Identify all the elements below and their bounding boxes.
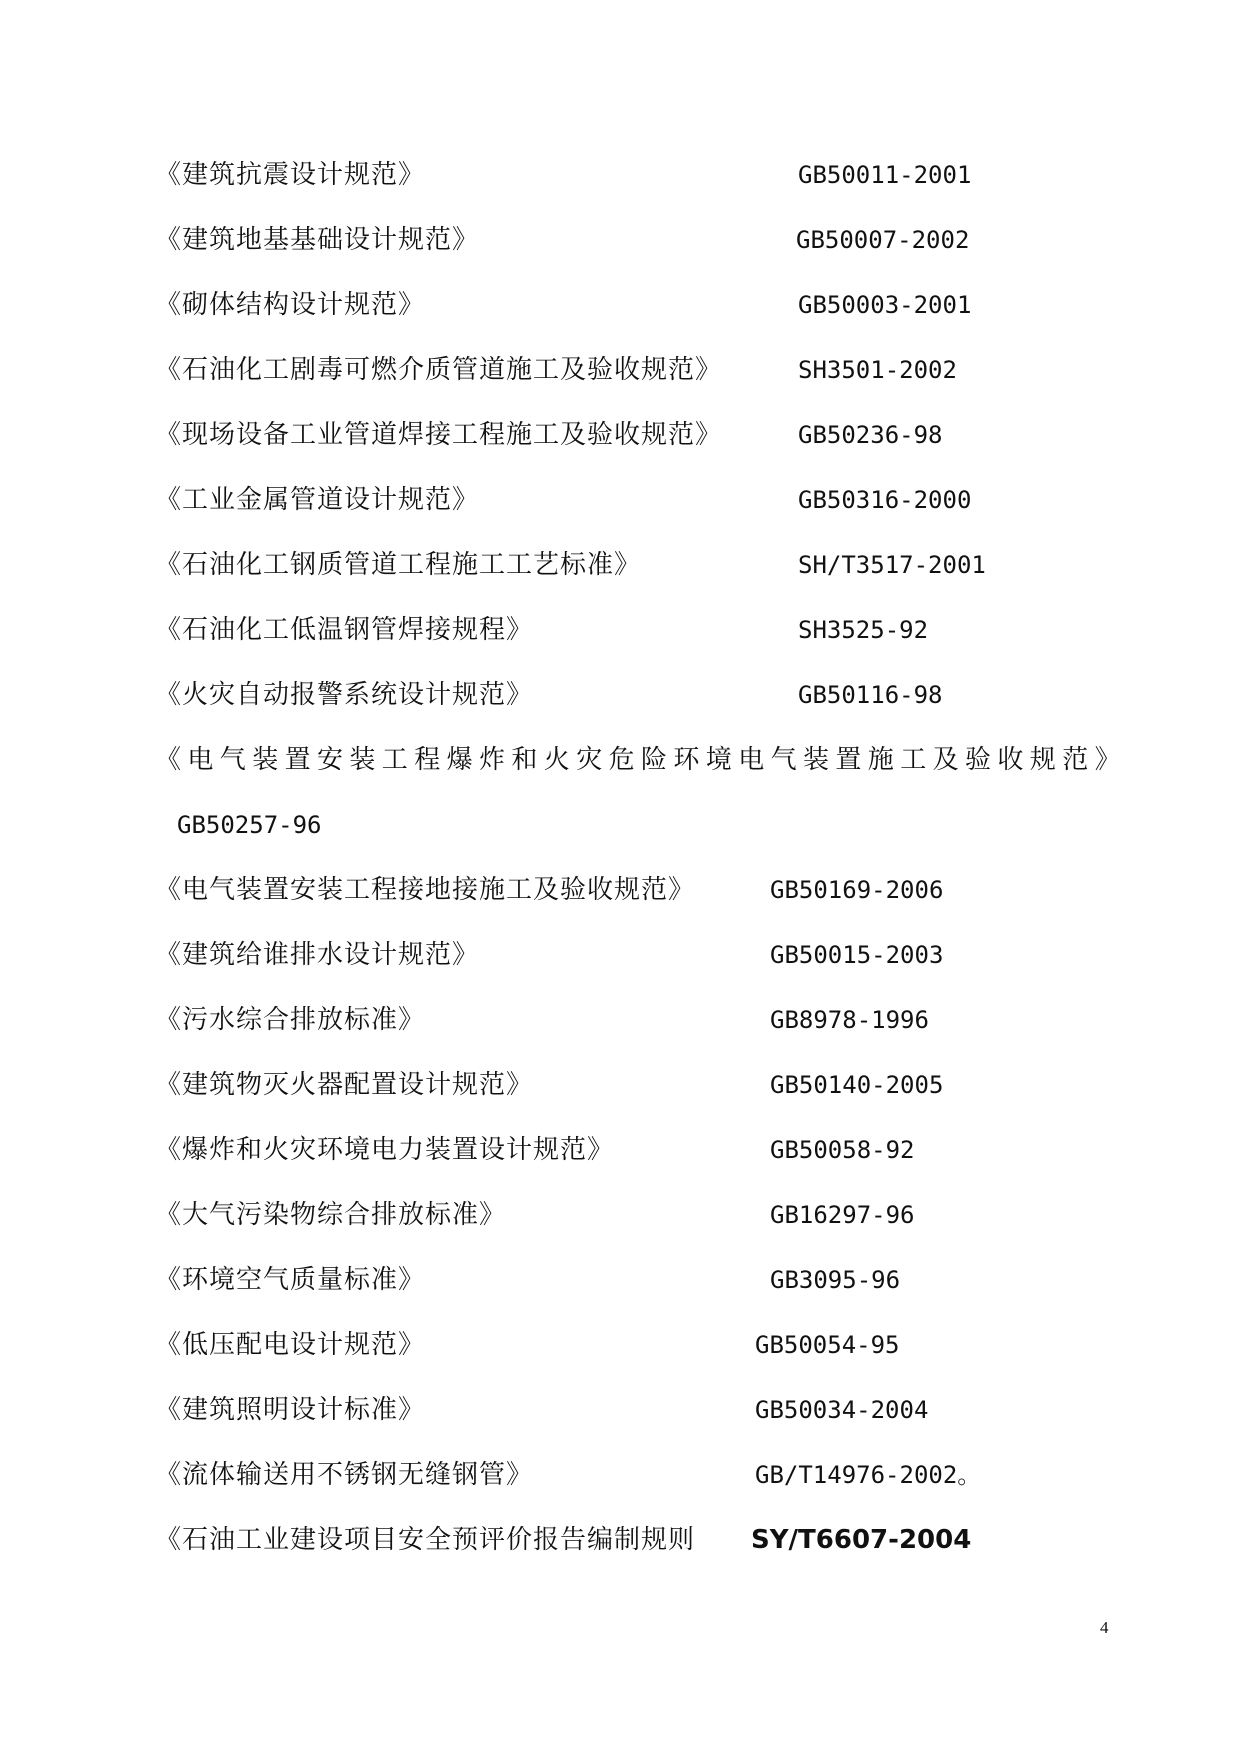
standard-title: 《现场设备工业管道焊接工程施工及验收规范》 — [155, 420, 723, 450]
standard-code: GB50316-2000 — [798, 486, 972, 514]
standard-code: GB50015-2003 — [770, 941, 944, 969]
standard-title: 《砌体结构设计规范》 — [155, 290, 426, 320]
standard-code: GB/T14976-2002。 — [755, 1461, 982, 1489]
standard-title: 《工业金属管道设计规范》 — [155, 485, 480, 515]
standard-code: GB50236-98 — [798, 421, 943, 449]
standard-code: GB50034-2004 — [755, 1396, 929, 1424]
standard-title: 《爆炸和火灾环境电力装置设计规范》 — [155, 1135, 615, 1165]
standard-code: SH3525-92 — [798, 616, 929, 644]
standard-code: SY/T6607-2004 — [751, 1525, 972, 1555]
standard-code: GB16297-96 — [770, 1201, 915, 1229]
standard-code: GB50116-98 — [798, 681, 943, 709]
standard-title: 《低压配电设计规范》 — [155, 1330, 426, 1360]
standard-code: GB50257-96 — [177, 811, 322, 839]
standard-code: SH3501-2002 — [798, 356, 957, 384]
standard-title: 《建筑照明设计标准》 — [155, 1395, 426, 1425]
standard-title: 《火灾自动报警系统设计规范》 — [155, 680, 534, 710]
standard-title: 《石油工业建设项目安全预评价报告编制规则 — [155, 1525, 696, 1555]
standard-title: 《石油化工低温钢管焊接规程》 — [155, 615, 534, 645]
standard-title: 《建筑给谁排水设计规范》 — [155, 940, 480, 970]
standard-title: 《电气装置安装工程接地接施工及验收规范》 — [155, 875, 696, 905]
standard-title: 《大气污染物综合排放标准》 — [155, 1200, 507, 1230]
standard-title: 《石油化工剧毒可燃介质管道施工及验收规范》 — [155, 355, 723, 385]
standard-code: GB50140-2005 — [770, 1071, 944, 1099]
standard-code: GB50169-2006 — [770, 876, 944, 904]
standard-title: 《环境空气质量标准》 — [155, 1265, 426, 1295]
standard-code: GB8978-1996 — [770, 1006, 929, 1034]
standard-code: GB50007-2002 — [796, 226, 970, 254]
standard-code: GB50054-95 — [755, 1331, 900, 1359]
standard-code: SH/T3517-2001 — [798, 551, 986, 579]
standard-title: 《建筑抗震设计规范》 — [155, 160, 426, 190]
standard-title: 《流体输送用不锈钢无缝钢管》 — [155, 1460, 534, 1490]
standard-title: 《石油化工钢质管道工程施工工艺标准》 — [155, 550, 642, 580]
standard-title: 《建筑物灭火器配置设计规范》 — [155, 1070, 534, 1100]
standard-title: 《污水综合排放标准》 — [155, 1005, 426, 1035]
standard-code: GB50003-2001 — [798, 291, 972, 319]
standard-code: GB3095-96 — [770, 1266, 901, 1294]
standard-code: GB50058-92 — [770, 1136, 915, 1164]
standard-code: GB50011-2001 — [798, 161, 972, 189]
page-number: 4 — [1100, 1618, 1109, 1637]
standard-title: 《建筑地基基础设计规范》 — [155, 225, 480, 255]
standard-title: 《电气装置安装工程爆炸和火灾危险环境电气装置施工及验收规范》 — [155, 745, 1128, 775]
